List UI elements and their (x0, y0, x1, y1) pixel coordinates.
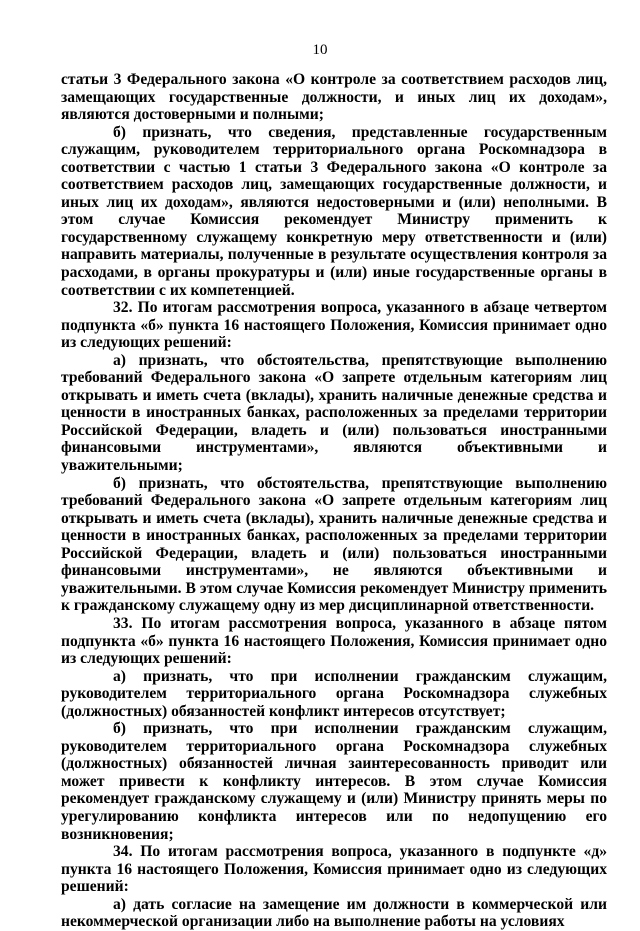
page-number: 10 (312, 42, 328, 58)
paragraph-item-32-a: а) признать, что обстоятельства, препятствующие выполнению требований Федерального закона «О запрете отдельным категориям лиц открывать и иметь счета (вклады), хранить наличные денежные средства и ценности в иностранных банках, расположенных за пределами территории Российской Федерации, владеть и (или) пользоваться иностранными финансовыми инструментами», являются объективными и уважительными; (61, 351, 607, 475)
paragraph-item-33-b: б) признать, что при исполнении гражданским служащим, руководителем территориального органа Роскомнадзора служебных (должностных) обязанностей личная заинтересованность приводит или может привести к конфликту интересов. В этом случае Комиссия рекомендует гражданскому служащему и (или) Министру принять меры по урегулированию конфликта интересов или по недопущению его возникновения; (61, 720, 607, 843)
paragraph-continuation: статьи 3 Федерального закона «О контроле за соответствием расходов лиц, замещающих государственные должности, и иных лиц их доходам», являются достоверными и полными; (61, 71, 607, 124)
paragraph-item-33-a: а) признать, что при исполнении гражданским служащим, руководителем территориального органа Роскомнадзора служебных (должностных) обязанностей конфликт интересов отсутствует; (61, 667, 607, 720)
paragraph-clause-b: б) признать, что сведения, представленные государственным служащим, руководителем территориального органа Роскомнадзора в соответствии с частью 1 статьи 3 Федерального закона «О контроле за соответствием расходов лиц, замещающих государственные должности, и иных лиц их доходам», являются недостоверными и (или) неполными. В этом случае Комиссия рекомендует Министру применить к государственному служащему конкретную меру ответственности и (или) направить материалы, полученные в результате осуществления контроля за расходами, в органы прокуратуры и (или) иные государственные органы в соответствии с их компетенцией. (61, 123, 607, 299)
paragraph-item-34-a: а) дать согласие на замещение им должности в коммерческой или некоммерческой организации либо на выполнение работы на условиях (61, 895, 607, 931)
paragraph-item-32-b: б) признать, что обстоятельства, препятствующие выполнению требований Федерального закона «О запрете отдельным категориям лиц открывать и иметь счета (вклады), хранить наличные денежные средства и ценности в иностранных банках, расположенных за пределами территории Российской Федерации, владеть и (или) пользоваться иностранными финансовыми инструментами», не являются объективными и уважительными. В этом случае Комиссия рекомендует Министру применить к гражданскому служащему одну из мер дисциплинарной ответственности. (61, 474, 607, 615)
document-body (61, 71, 607, 931)
paragraph-item-32: 32. По итогам рассмотрения вопроса, указанного в абзаце четвертом подпункта «б» пункта 16 настоящего Положения, Комиссия принимает одно из следующих решений: (61, 299, 607, 352)
paragraph-item-34: 34. По итогам рассмотрения вопроса, указанного в подпункте «д» пункта 16 настоящего Положения, Комиссия принимает одно из следующих решений: (61, 843, 607, 896)
paragraph-item-33: 33. По итогам рассмотрения вопроса, указанного в абзаце пятом подпункта «б» пункта 16 настоящего Положения, Комиссия принимает одно из следующих решений: (61, 614, 607, 668)
